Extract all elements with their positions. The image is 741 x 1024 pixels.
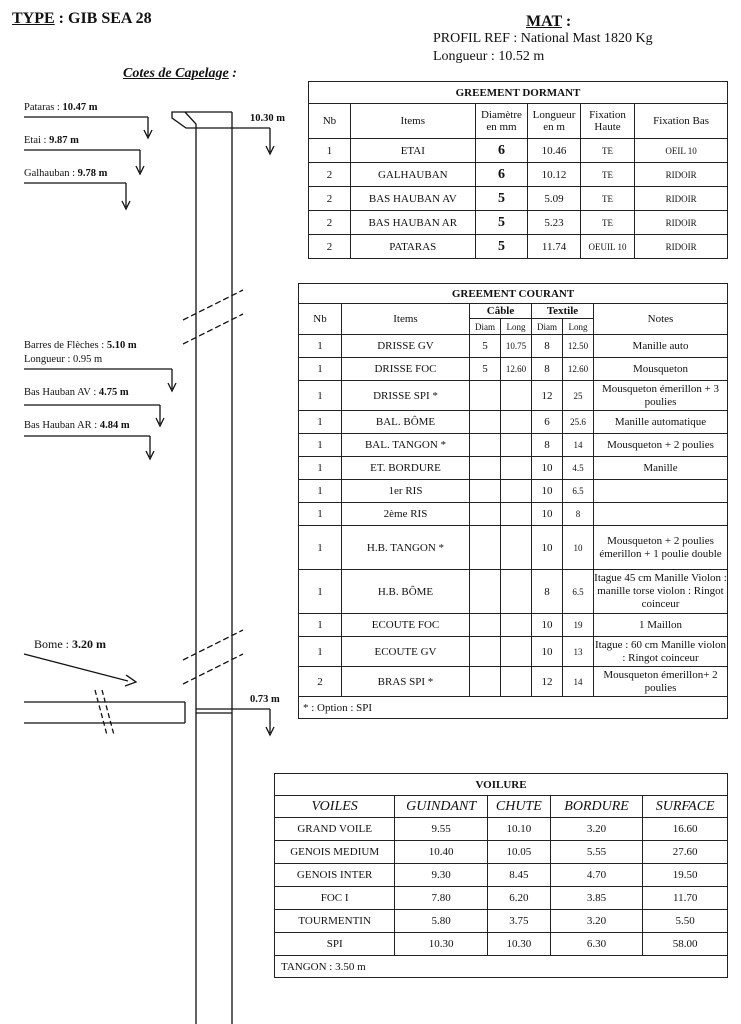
courant-cell-nb: 1 <box>299 480 342 503</box>
courant-row <box>299 358 728 381</box>
courant-cell-tl: 12.50 <box>563 335 594 358</box>
dormant-h-fix-haute: Fixation Haute <box>580 104 634 139</box>
dormant-cell-fixation-bas: RIDOIR <box>635 163 728 187</box>
courant-cell-td: 10 <box>532 526 563 570</box>
label-bottom-height: 0.73 m <box>250 694 280 705</box>
dormant-table <box>308 81 728 259</box>
type-value: : GIB SEA 28 <box>58 10 152 27</box>
courant-h-textile: Textile <box>532 304 594 319</box>
cotes-colon: : <box>228 66 237 81</box>
courant-h-cable: Câble <box>470 304 532 319</box>
voilure-cell-guindant: 10.40 <box>395 841 488 864</box>
courant-cell-cd <box>470 637 501 667</box>
courant-h-textile-diam: Diam <box>532 319 563 335</box>
dormant-header-row <box>309 104 728 139</box>
courant-cell-tl: 6.5 <box>563 480 594 503</box>
courant-cell-item: BRAS SPI * <box>342 667 470 697</box>
dormant-cell-fixation-bas: RIDOIR <box>635 235 728 259</box>
dormant-h-items: Items <box>350 104 475 139</box>
voilure-cell-voile: GRAND VOILE <box>275 818 395 841</box>
courant-cell-tl: 19 <box>563 614 594 637</box>
voilure-cell-guindant: 10.30 <box>395 933 488 956</box>
mast-profile: PROFIL REF : National Mast 1820 Kg <box>433 31 653 46</box>
courant-cell-nb: 1 <box>299 434 342 457</box>
courant-cell-tl: 12.60 <box>563 358 594 381</box>
courant-cell-cd <box>470 526 501 570</box>
courant-cell-tl: 10 <box>563 526 594 570</box>
dormant-h-nb: Nb <box>309 104 351 139</box>
courant-cell-cd <box>470 614 501 637</box>
voilure-cell-surface: 27.60 <box>643 841 728 864</box>
courant-body <box>299 335 728 697</box>
courant-row <box>299 335 728 358</box>
dormant-cell-nb: 2 <box>309 187 351 211</box>
voilure-cell-chute: 10.10 <box>487 818 550 841</box>
bav-name: Bas Hauban AV : <box>24 387 99 398</box>
courant-cell-cl <box>501 570 532 614</box>
dormant-cell-fixation-haute: TE <box>580 211 634 235</box>
courant-cell-notes: Mousqueton émerillon + 3 poulies <box>594 381 728 411</box>
courant-cell-cd: 5 <box>470 358 501 381</box>
courant-h-notes: Notes <box>594 304 728 335</box>
dormant-cell-item: BAS HAUBAN AR <box>350 211 475 235</box>
courant-cell-cl <box>501 526 532 570</box>
courant-cell-td: 10 <box>532 637 563 667</box>
pataras-name: Pataras : <box>24 102 63 113</box>
courant-cell-tl: 13 <box>563 637 594 667</box>
voilure-title: VOILURE <box>275 774 728 796</box>
voilure-footer: TANGON : 3.50 m <box>275 956 728 978</box>
etai-value: 9.87 m <box>49 135 79 146</box>
courant-cell-notes: 1 Maillon <box>594 614 728 637</box>
voilure-cell-voile: FOC I <box>275 887 395 910</box>
courant-cell-td: 6 <box>532 411 563 434</box>
dormant-cell-item: PATARAS <box>350 235 475 259</box>
voilure-cell-chute: 10.30 <box>487 933 550 956</box>
voilure-cell-voile: SPI <box>275 933 395 956</box>
voilure-cell-bordure: 6.30 <box>550 933 643 956</box>
bome-arrow <box>24 654 136 686</box>
dormant-cell-diametre: 6 <box>475 139 528 163</box>
courant-cell-notes: Itague 45 cm Manille Violon : manille torse violon : Ringot coinceur <box>594 570 728 614</box>
label-top-height: 10.30 m <box>250 113 285 124</box>
dormant-cell-longueur: 10.12 <box>528 163 581 187</box>
courant-cell-item: ET. BORDURE <box>342 457 470 480</box>
courant-cell-item: ECOUTE GV <box>342 637 470 667</box>
courant-cell-cl: 12.60 <box>501 358 532 381</box>
dormant-cell-item: GALHAUBAN <box>350 163 475 187</box>
courant-cell-nb: 1 <box>299 570 342 614</box>
courant-cell-cd <box>470 667 501 697</box>
voilure-cell-guindant: 5.80 <box>395 910 488 933</box>
courant-cell-item: 2ème RIS <box>342 503 470 526</box>
courant-cell-td: 10 <box>532 503 563 526</box>
courant-cell-cd <box>470 570 501 614</box>
courant-cell-cl <box>501 667 532 697</box>
galhauban-arrow <box>24 183 130 209</box>
dormant-cell-diametre: 6 <box>475 163 528 187</box>
voilure-cell-voile: GENOIS MEDIUM <box>275 841 395 864</box>
courant-row <box>299 381 728 411</box>
courant-cell-nb: 1 <box>299 503 342 526</box>
voilure-cell-voile: TOURMENTIN <box>275 910 395 933</box>
courant-header-row1 <box>299 304 728 319</box>
courant-cell-td: 10 <box>532 614 563 637</box>
label-bas-hauban-ar <box>24 420 130 431</box>
dormant-row <box>309 163 728 187</box>
courant-cell-nb: 1 <box>299 335 342 358</box>
voilure-cell-surface: 11.70 <box>643 887 728 910</box>
courant-cell-notes: Manille <box>594 457 728 480</box>
courant-row <box>299 667 728 697</box>
dormant-cell-fixation-haute: OEUIL 10 <box>580 235 634 259</box>
voilure-cell-chute: 3.75 <box>487 910 550 933</box>
courant-cell-item: H.B. BÔME <box>342 570 470 614</box>
dormant-cell-fixation-haute: TE <box>580 139 634 163</box>
courant-cell-nb: 1 <box>299 637 342 667</box>
voilure-cell-surface: 19.50 <box>643 864 728 887</box>
voilure-h-guindant: GUINDANT <box>395 796 488 818</box>
dormant-row <box>309 235 728 259</box>
courant-cell-item: DRISSE SPI * <box>342 381 470 411</box>
courant-cell-tl: 14 <box>563 667 594 697</box>
courant-row <box>299 503 728 526</box>
mast-title-colon: : <box>561 13 572 30</box>
voilure-h-voiles: VOILES <box>275 796 395 818</box>
voilure-cell-guindant: 7.80 <box>395 887 488 910</box>
courant-cell-item: BAL. TANGON * <box>342 434 470 457</box>
dormant-h-long: Longueur en m <box>528 104 581 139</box>
voilure-h-bordure: BORDURE <box>550 796 643 818</box>
courant-cell-tl: 6.5 <box>563 570 594 614</box>
dormant-cell-fixation-bas: RIDOIR <box>635 211 728 235</box>
label-bas-hauban-av <box>24 387 129 398</box>
dormant-cell-item: BAS HAUBAN AV <box>350 187 475 211</box>
voilure-body <box>275 818 728 956</box>
courant-h-nb: Nb <box>299 304 342 335</box>
barres-value: 5.10 m <box>106 340 137 351</box>
type-label: TYPE <box>12 10 55 27</box>
courant-cell-notes: Mousqueton <box>594 358 728 381</box>
courant-row <box>299 457 728 480</box>
mast-length: Longueur : 10.52 m <box>433 49 545 64</box>
bav-value: 4.75 m <box>98 387 129 398</box>
dormant-h-diam: Diamètre en mm <box>475 104 528 139</box>
dormant-h-fix-bas: Fixation Bas <box>635 104 728 139</box>
courant-cell-td: 8 <box>532 434 563 457</box>
dormant-cell-nb: 2 <box>309 211 351 235</box>
voilure-row <box>275 910 728 933</box>
bome-value: 3.20 m <box>72 637 106 651</box>
dormant-cell-longueur: 10.46 <box>528 139 581 163</box>
label-bome <box>34 637 106 652</box>
courant-cell-cd <box>470 434 501 457</box>
courant-cell-td: 8 <box>532 358 563 381</box>
dormant-cell-nb: 2 <box>309 163 351 187</box>
voilure-cell-surface: 5.50 <box>643 910 728 933</box>
mast-title: MAT <box>526 13 562 30</box>
courant-cell-td: 10 <box>532 457 563 480</box>
voilure-h-surface: SURFACE <box>643 796 728 818</box>
voilure-cell-guindant: 9.55 <box>395 818 488 841</box>
bottom-height-arrow <box>232 709 274 735</box>
courant-h-items: Items <box>342 304 470 335</box>
voilure-row <box>275 841 728 864</box>
courant-cell-cl: 10.75 <box>501 335 532 358</box>
courant-row <box>299 411 728 434</box>
voilure-cell-voile: GENOIS INTER <box>275 864 395 887</box>
bar-name: Bas Hauban AR : <box>24 420 100 431</box>
courant-cell-nb: 1 <box>299 457 342 480</box>
voilure-h-chute: CHUTE <box>487 796 550 818</box>
dormant-cell-item: ETAI <box>350 139 475 163</box>
dormant-body <box>309 139 728 259</box>
courant-title: GREEMENT COURANT <box>299 284 728 304</box>
courant-cell-cl <box>501 381 532 411</box>
dormant-cell-nb: 2 <box>309 235 351 259</box>
top-height-arrow <box>232 128 274 154</box>
courant-cell-cd: 5 <box>470 335 501 358</box>
courant-cell-cl <box>501 637 532 667</box>
courant-cell-cl <box>501 434 532 457</box>
label-barres <box>24 340 137 351</box>
courant-cell-cd <box>470 381 501 411</box>
courant-cell-cl <box>501 503 532 526</box>
courant-cell-cl <box>501 480 532 503</box>
courant-cell-td: 10 <box>532 480 563 503</box>
courant-cell-td: 12 <box>532 667 563 697</box>
courant-row <box>299 614 728 637</box>
courant-row <box>299 570 728 614</box>
voilure-row <box>275 933 728 956</box>
courant-cell-tl: 14 <box>563 434 594 457</box>
bome-name: Bome : <box>34 637 72 651</box>
dormant-cell-fixation-haute: TE <box>580 187 634 211</box>
dormant-cell-fixation-bas: OEIL 10 <box>635 139 728 163</box>
dormant-row <box>309 211 728 235</box>
dormant-cell-longueur: 5.23 <box>528 211 581 235</box>
courant-cell-cl <box>501 411 532 434</box>
galhauban-value: 9.78 m <box>77 168 108 179</box>
voilure-row <box>275 818 728 841</box>
courant-cell-nb: 1 <box>299 526 342 570</box>
label-barres-longueur: Longueur : 0.95 m <box>24 354 103 365</box>
courant-cell-nb: 2 <box>299 667 342 697</box>
dormant-cell-longueur: 11.74 <box>528 235 581 259</box>
voilure-row <box>275 864 728 887</box>
dormant-cell-nb: 1 <box>309 139 351 163</box>
voilure-cell-bordure: 5.55 <box>550 841 643 864</box>
bar-value: 4.84 m <box>99 420 130 431</box>
courant-cell-td: 8 <box>532 335 563 358</box>
courant-row <box>299 434 728 457</box>
courant-cell-nb: 1 <box>299 358 342 381</box>
voilure-cell-bordure: 3.20 <box>550 910 643 933</box>
dormant-cell-fixation-haute: TE <box>580 163 634 187</box>
courant-cell-cd <box>470 503 501 526</box>
courant-cell-cd <box>470 457 501 480</box>
voilure-cell-bordure: 3.85 <box>550 887 643 910</box>
courant-cell-item: ECOUTE FOC <box>342 614 470 637</box>
pataras-value: 10.47 m <box>62 102 98 113</box>
dormant-row <box>309 187 728 211</box>
courant-cell-td: 8 <box>532 570 563 614</box>
masthead <box>172 112 196 128</box>
courant-cell-item: H.B. TANGON * <box>342 526 470 570</box>
courant-cell-item: DRISSE GV <box>342 335 470 358</box>
dormant-cell-longueur: 5.09 <box>528 187 581 211</box>
bar-arrow <box>24 436 154 459</box>
voilure-table <box>274 773 728 978</box>
voilure-row <box>275 887 728 910</box>
courant-row <box>299 480 728 503</box>
voilure-header-row <box>275 796 728 818</box>
galhauban-name: Galhauban : <box>24 168 78 179</box>
dormant-cell-diametre: 5 <box>475 235 528 259</box>
courant-cell-cd <box>470 480 501 503</box>
courant-cell-notes: Manille automatique <box>594 411 728 434</box>
cotes-title: Cotes de Capelage <box>123 66 229 81</box>
courant-cell-notes: Manille auto <box>594 335 728 358</box>
courant-cell-cl <box>501 457 532 480</box>
etai-name: Etai : <box>24 135 50 146</box>
courant-cell-item: DRISSE FOC <box>342 358 470 381</box>
courant-cell-notes <box>594 480 728 503</box>
voilure-cell-bordure: 3.20 <box>550 818 643 841</box>
courant-table <box>298 283 728 719</box>
voilure-cell-guindant: 9.30 <box>395 864 488 887</box>
courant-footnote: * : Option : SPI <box>299 697 728 719</box>
courant-cell-cd <box>470 411 501 434</box>
label-etai <box>24 135 79 146</box>
courant-cell-notes: Mousqueton + 2 poulies <box>594 434 728 457</box>
voilure-cell-surface: 16.60 <box>643 818 728 841</box>
courant-cell-item: 1er RIS <box>342 480 470 503</box>
label-galhauban <box>24 168 107 179</box>
courant-cell-tl: 4.5 <box>563 457 594 480</box>
voilure-cell-chute: 8.45 <box>487 864 550 887</box>
voilure-cell-chute: 10.05 <box>487 841 550 864</box>
dormant-row <box>309 139 728 163</box>
courant-cell-notes <box>594 503 728 526</box>
courant-cell-td: 12 <box>532 381 563 411</box>
courant-cell-item: BAL. BÔME <box>342 411 470 434</box>
courant-h-textile-long: Long <box>563 319 594 335</box>
courant-cell-tl: 8 <box>563 503 594 526</box>
voilure-cell-bordure: 4.70 <box>550 864 643 887</box>
courant-h-cable-long: Long <box>501 319 532 335</box>
dormant-cell-diametre: 5 <box>475 187 528 211</box>
courant-h-cable-diam: Diam <box>470 319 501 335</box>
courant-cell-nb: 1 <box>299 411 342 434</box>
courant-row <box>299 526 728 570</box>
courant-cell-tl: 25.6 <box>563 411 594 434</box>
voilure-cell-surface: 58.00 <box>643 933 728 956</box>
voilure-cell-chute: 6.20 <box>487 887 550 910</box>
dormant-title: GREEMENT DORMANT <box>309 82 728 104</box>
courant-cell-nb: 1 <box>299 381 342 411</box>
courant-cell-cl <box>501 614 532 637</box>
courant-cell-nb: 1 <box>299 614 342 637</box>
courant-cell-tl: 25 <box>563 381 594 411</box>
dormant-cell-fixation-bas: RIDOIR <box>635 187 728 211</box>
barres-name: Barres de Flèches : <box>24 340 107 351</box>
courant-cell-notes: Itague : 60 cm Manille violon : Ringot coinceur <box>594 637 728 667</box>
courant-row <box>299 637 728 667</box>
courant-cell-notes: Mousqueton émerillon+ 2 poulies <box>594 667 728 697</box>
label-pataras <box>24 102 98 113</box>
courant-cell-notes: Mousqueton + 2 poulies émerillon + 1 poulie double <box>594 526 728 570</box>
dormant-cell-diametre: 5 <box>475 211 528 235</box>
